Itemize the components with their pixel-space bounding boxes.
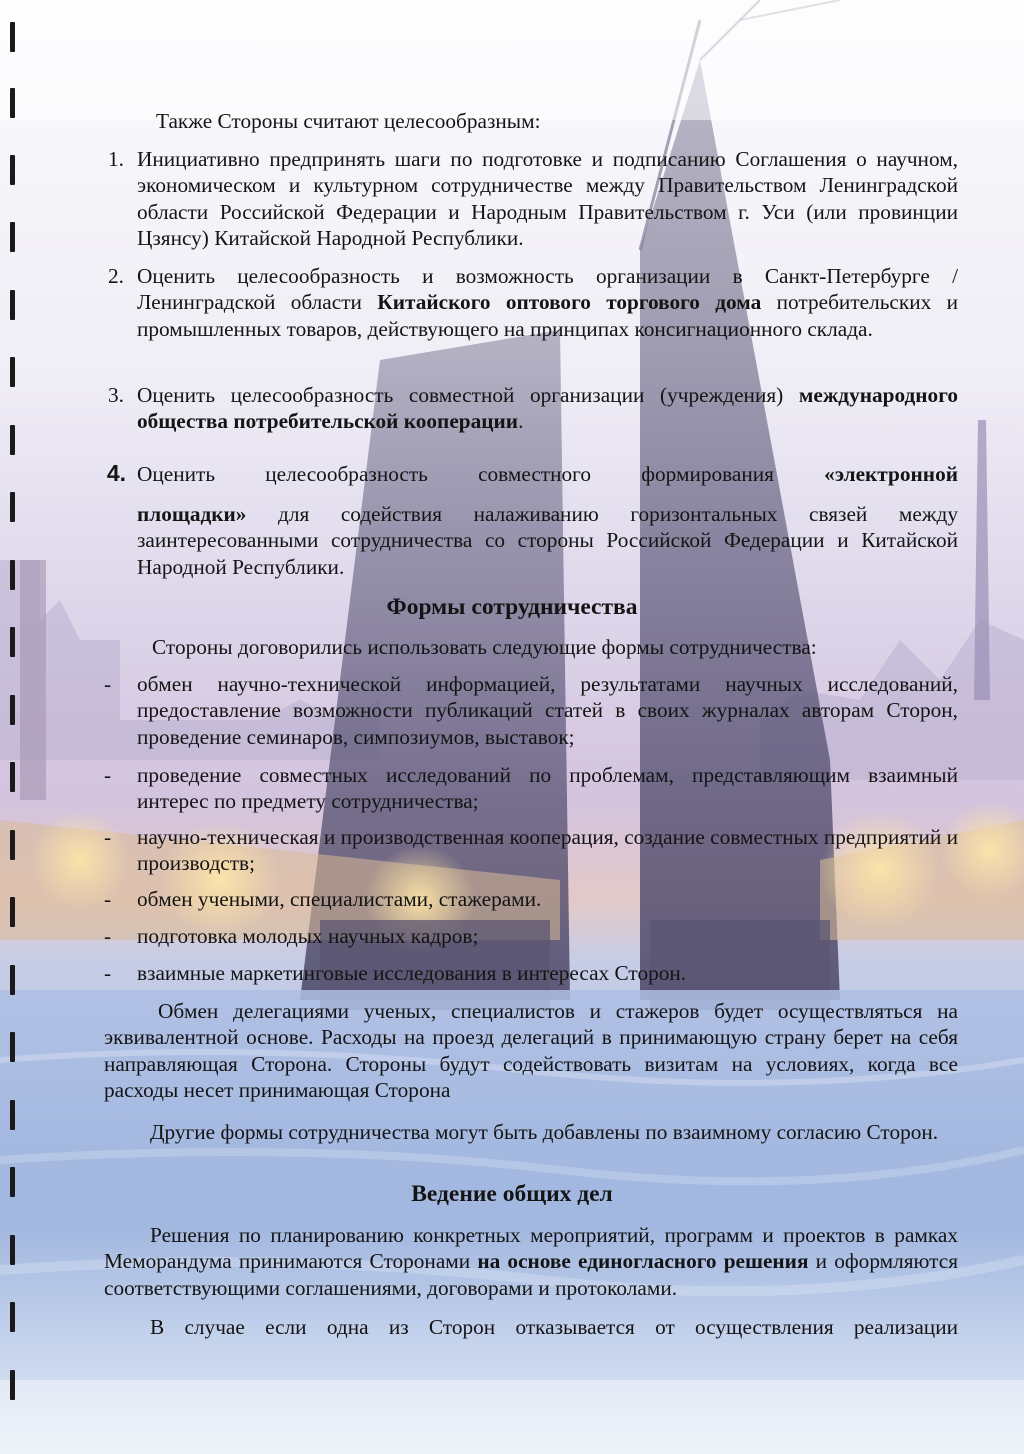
bullet-dash: - [104, 924, 112, 948]
bullet-dash: - [104, 887, 112, 911]
bullet-item: обмен научно-технической информацией, результатами научных исследований, предоставление возможности публикаций статей в своих журналах авторам Сторон, проведение семинаров, симпозиумов, выставок; [137, 672, 958, 749]
section1-paragraph-exchange: Обмен делегациями ученых, специалистов и стажеров будет осуществляться на эквивалентной основе. Расходы на проезд делегаций в принимающую страну берет на себя направляющая Сторона. Стороны будут содействовать визитам на условиях, когда все расходы несет принимающая Сторона [104, 999, 958, 1103]
item-1-text: Инициативно предпринять шаги по подготовке и подписанию Соглашения о научном, экономическом и культурном сотрудничестве между Правительством Ленинградской области Российской Федерации и Народным Правительством г. Уси (или провинции Цзянсу) Китайской Народной Республики. [137, 147, 958, 251]
section1-paragraph-other-forms: Другие формы сотрудничества могут быть добавлены по взаимному согласию Сторон. [150, 1120, 939, 1144]
item-4-number: 4. [106, 460, 126, 486]
bullet-item: взаимные маркетинговые исследования в интересах Сторон. [137, 961, 687, 985]
item-3-number: 3. [108, 383, 124, 407]
bullet-dash: - [104, 961, 112, 985]
item-4-text-line1: Оценить целесообразность совместного формирования «электронной [137, 462, 958, 486]
bullet-dash: - [104, 825, 112, 849]
item-2-number: 2. [108, 264, 124, 288]
bullet-item: подготовка молодых научных кадров; [137, 924, 479, 948]
bullet-item: проведение совместных исследований по проблемам, представляющим взаимный интерес по предмету сотрудничества; [137, 763, 958, 814]
item-3-text: Оценить целесообразность совместной организации (учреждения) международного общества потребительской кооперации. [137, 383, 958, 434]
section2-paragraph-decisions: Решения по планированию конкретных мероприятий, программ и проектов в рамках Меморандума принимаются Сторонами на основе единогласного решения и оформляются соответствующими соглашениями, договорами и протоколами. [104, 1223, 958, 1300]
item-1-number: 1. [108, 147, 124, 171]
item-4-text-rest: площадки» для содействия налаживанию горизонтальных связей между заинтересованными сотрудничества со стороны Российской Федерации и Китайской Народной Республики. [137, 502, 958, 579]
bullet-dash: - [104, 672, 112, 696]
item-2-text: Оценить целесообразность и возможность организации в Санкт-Петербурге / Ленинградской области Китайского оптового торгового дома потребительских и промышленных товаров, действующего на принципах консигнационного склада. [137, 264, 959, 341]
section1-intro: Стороны договорились использовать следующие формы сотрудничества: [152, 635, 817, 659]
bullet-item: обмен учеными, специалистами, стажерами. [137, 887, 542, 911]
section-title-forms: Формы сотрудничества [386, 594, 638, 620]
section2-paragraph-refusal: В случае если одна из Сторон отказывается от осуществления реализации [150, 1315, 958, 1339]
intro-line: Также Стороны считают целесообразным: [156, 109, 541, 133]
bullet-dash: - [104, 763, 112, 787]
section-title-affairs: Ведение общих дел [411, 1181, 613, 1207]
bullet-item: научно-техническая и производственная кооперация, создание совместных предприятий и производств; [137, 825, 958, 876]
